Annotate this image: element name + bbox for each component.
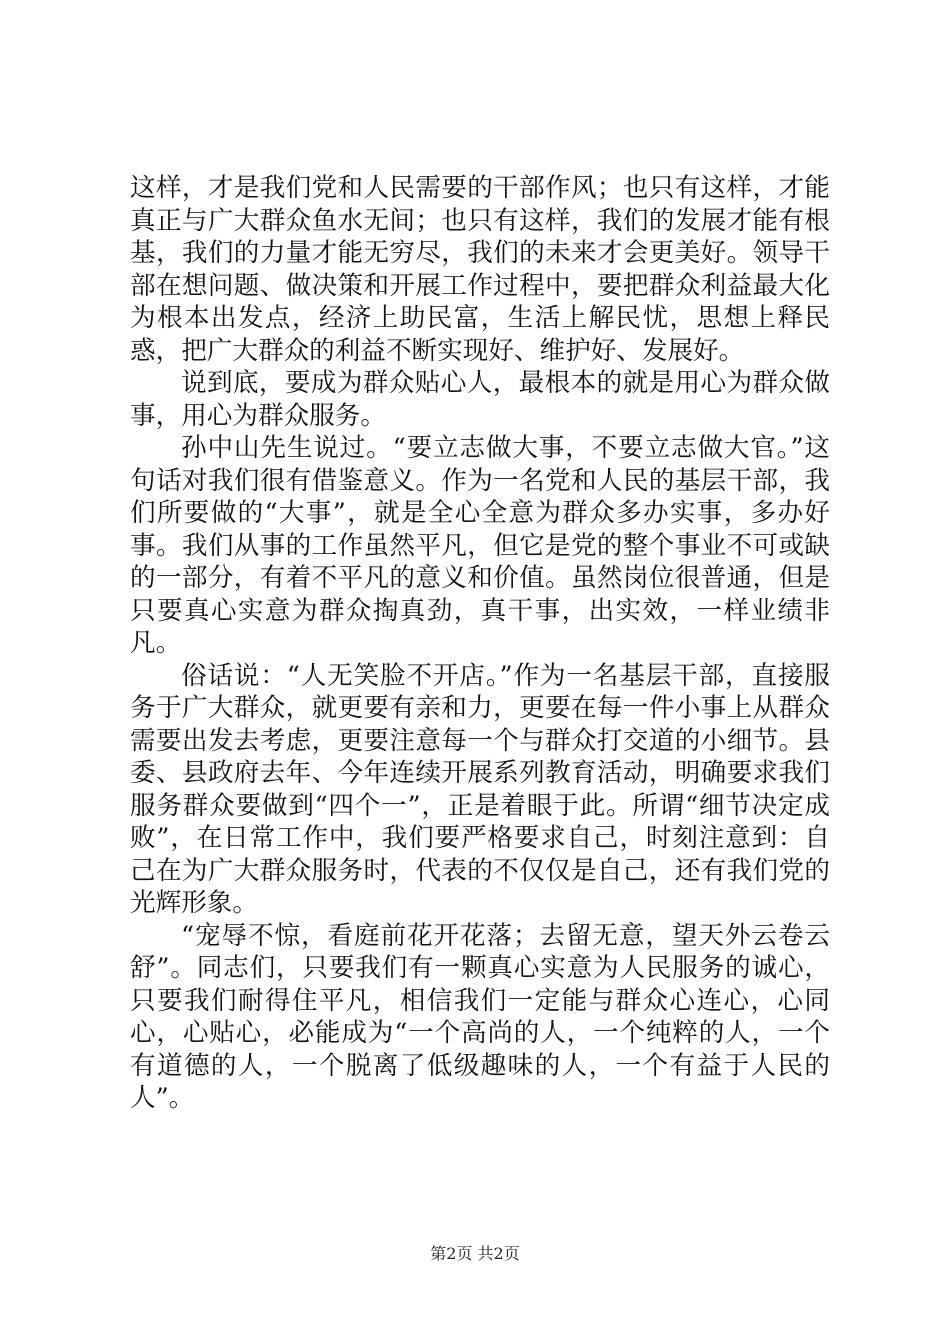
- body-text: [130, 172, 830, 1115]
- paragraph-1: 这样，才是我们党和人民需要的干部作风；也只有这样，才能真正与广大群众鱼水无间；也只有这样，我们的发展才能有根基，我们的力量才能无穷尽，我们的未来才会更美好。领导干部在想问题、做决策和开展工作过程中，要把群众利益最大化为根本出发点，经济上助民富，生活上解民忧，思想上释民惑，把广大群众的利益不断实现好、维护好、发展好。: [130, 173, 830, 366]
- page-footer: 第2页 共2页: [430, 1244, 520, 1263]
- paragraph-3: 孙中山先生说过。“要立志做大事，不要立志做大官。”这句话对我们很有借鉴意义。作为一名党和人民的基层干部，我们所要做的“大事”，就是全心全意为群众多办实事，多办好事。我们从事的工作虽然平凡，但它是党的整个事业不可或缺的一部分，有着不平凡的意义和价值。虽然岗位很普通，但是只要真心实意为群众掏真劲，真干事，出实效，一样业绩非凡。: [130, 433, 830, 658]
- paragraph-2: 说到底，要成为群众贴心人，最根本的就是用心为群众做事，用心为群众服务。: [130, 368, 830, 431]
- paragraph-5: “宠辱不惊，看庭前花开花落；去留无意，望天外云卷云舒”。同志们，只要我们有一颗真心实意为人民服务的诚心，只要我们耐得住平凡，相信我们一定能与群众心连心，心同心，心贴心，必能成为“一个高尚的人，一个纯粹的人，一个有道德的人，一个脱离了低级趣味的人，一个有益于人民的人”。: [130, 920, 830, 1113]
- paragraph-4: 俗话说：“人无笑脸不开店。”作为一名基层干部，直接服务于广大群众，就更要有亲和力，更要在每一件小事上从群众需要出发去考虑，更要注意每一个与群众打交道的小细节。县委、县政府去年、今年连续开展系列教育活动，明确要求我们服务群众要做到“四个一”，正是着眼于此。所谓“细节决定成败”，在日常工作中，我们要严格要求自己，时刻注意到：自己在为广大群众服务时，代表的不仅仅是自己，还有我们党的光辉形象。: [130, 660, 830, 918]
